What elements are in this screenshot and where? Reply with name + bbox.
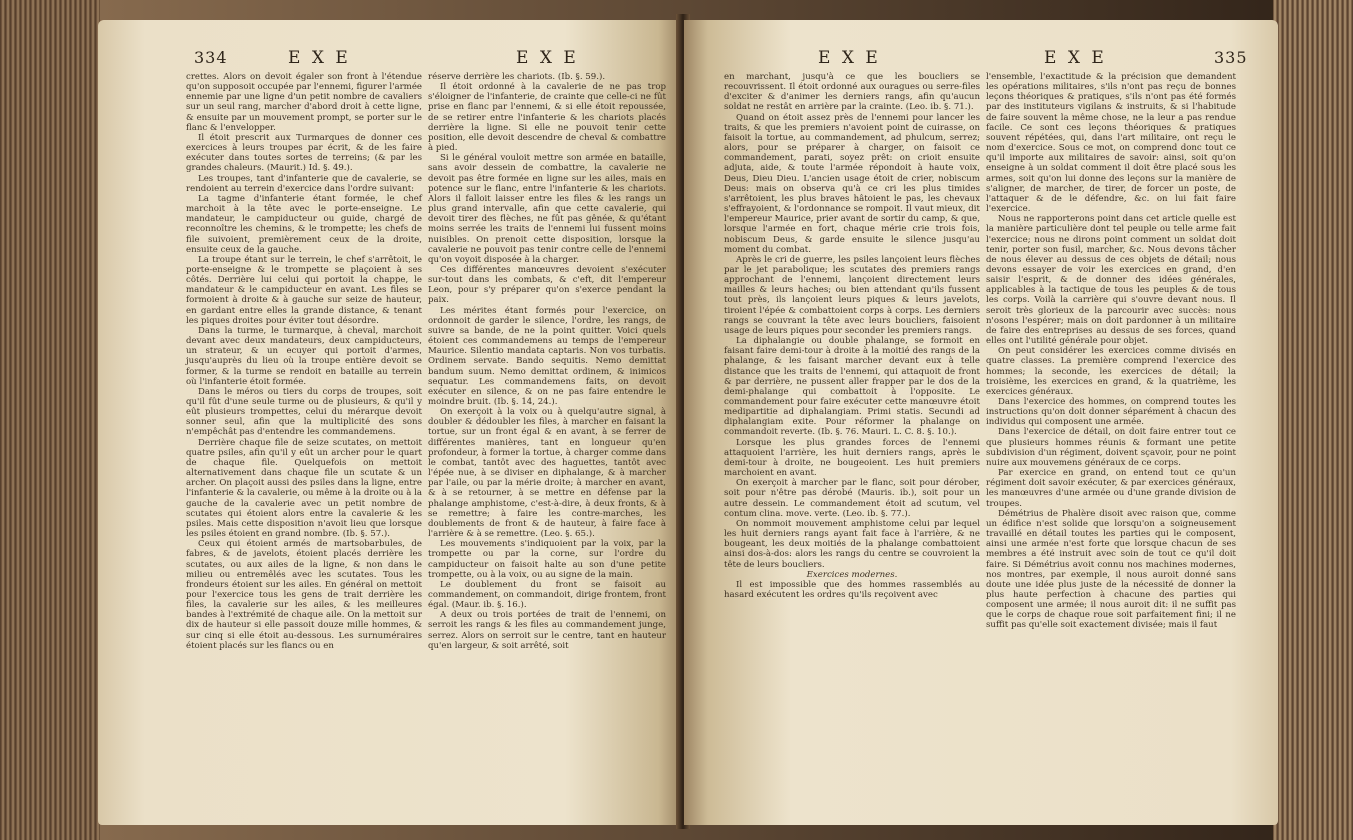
paragraph: Quand on étoit assez près de l'ennemi pour lancer les traits, & que les premiers n'avoient point de cuirasse, on faisoit la tortue, au commandement, ad phulcum, serrez; alors, pour se préparer à charger, on faisoit ce commandement, parati, soyez prêt: on crioit ensuite adjuta, aide, & toute l'armée répondoit à haute voix, Deus, Dieu Dieu. L'ancien usage étoit de crier, nobiscum Deus: mais on observa qu'à ce cri les plus timides s'arrêtoient, les plus braves hâtoient le pas, les chevaux s'effrayoient, & l'ordonnance se rompoit. Il vaut mieux, dit l'empereur Maurice, prier avant de sortir du camp, & que, lorsque l'armée en fort, chaque mérie crie trois fois, nobiscum Deus, & garde ensuite le silence jusqu'au moment du combat. [724,112,980,255]
paragraph: Dans le méros ou tiers du corps de troupes, soit qu'il fût d'une seule turme ou de plusieurs, & qu'il y eût plusieurs trompettes, celui du mérarque devoit sonner seul, afin que la multiplicité des sons n'empêchât pas d'entendre les commandemens. [186,386,422,438]
paragraph: Si le général vouloit mettre son armée en bataille, sans avoir dessein de combattre, la cavalerie ne devoit pas être formée en ligne sur les ailes, mais en potence sur le flanc, entre l'infanterie & les chariots. Alors il falloit laisser entre les files & les rangs un plus grand intervalle, afin que cette cavalerie, qui devoit tirer des flèches, ne fût pas gênée, & qu'étant moins serrée les traits de l'ennemi lui fussent moins nuisibles. On prenoit cette disposition, lorsque la cavalerie ne pouvoit pas tenir contre celle de l'ennemi qu'on voyoit disposée à la charger. [428,153,666,265]
paragraph: On exerçoit à marcher par le flanc, soit pour dérober, soit pour n'être pas dérobé (Mauris. ib.), soit pour un autre dessein. Le commandement étoit ad scutum, vel contum clina. move. verte. (Leo. ib. §. 77.). [724,478,980,519]
paragraph: Derrière chaque file de seize scutates, on mettoit quatre psiles, afin qu'il y eût un archer pour le quart de chaque file. Quelquefois on mettoit alternativement dans chaque file un scutate & un archer. On plaçoit aussi des psiles dans la ligne, entre l'infanterie & la cavalerie, ou même à la droite ou à la gauche de la cavalerie avec un petit nombre de scutates qui étoient alors entre la cavalerie & les psiles. Mais cette disposition n'avoit lieu que lorsque les psiles étoient en grand nombre. (Ib. §. 57.). [186,437,422,540]
right-column-2 [986,72,1236,631]
paragraph: Les mérites étant formés pour l'exercice, on ordonnoit de garder le silence, l'ordre, les rangs, de suivre sa bande, de ne la point quitter. Voici quels étoient ces commandemens au temps de l'empereur Maurice. Silentio mandata captaris. Non vos turbatis. Ordinem servate. Bando sequitis. Nemo demittat bandum suum. Nemo demittat ordinem, & inimicos sequatur. Les commandemens faits, on devoit exécuter en silence, & on ne pas faire entendre le moindre bruit. (Ib. §. 14, 24.). [428,305,666,407]
paragraph: Ceux qui étoient armés de martsobarbules, de fabres, & de javelots, étoient placés derrière les scutates, ou aux ailes de la ligne, & non dans le milieu ou entremêlés avec les scutates. Tous les frondeurs étoient sur les ailes. En général on mettoit pour l'exercice tous les gens de trait derrière les files, la cavalerie sur les ailes, & les meilleures bandes à l'extrémité de chaque aile. On la mettoit sur dix de hauteur si elle passoit douze mille hommes, & sur cinq si elle étoit au-dessous. Les surnuméraires étoient placés sur les flancs ou en [186,539,422,651]
paragraph: Dans la turme, le turmarque, à cheval, marchoit devant avec deux mandateurs, deux campiducteurs, un strateur, & un ecuyer qui portoit d'armes, jusqu'auprès du lieu où la troupe entière devoit se former, & la turme se rendoit en bataille au terrein où l'infanterie étoit formée. [186,325,422,387]
paragraph: Les mouvements s'indiquoient par la voix, par la trompette ou par la corne, sur l'ordre du campiducteur on faisoit halte au son d'une petite trompette, ou à la voix, ou au signe de la main. [428,539,666,580]
paragraph: réserve derrière les chariots. (Ib. §. 59.). [428,72,606,82]
right-page-edges [1273,0,1353,840]
paragraph: Lorsque les plus grandes forces de l'ennemi attaquoient l'arrière, les huit derniers rangs, après le demi-tour à droite, ne bougeoient. Les huit premiers marchoient en avant. [724,437,980,479]
left-page [98,20,682,825]
paragraph: Nous ne rapporterons point dans cet article quelle est la manière particulière dont tel peuple ou telle arme fait l'exercice; nous ne dirons point comment un soldat doit tenir, porter son fusil, marcher, &c. Nous devons tâcher de nous élever au dessus de ces objets de détail; nous devons essayer de voir les exercices en grand, d'en saisir l'esprit, & de donner des idées générales, applicables à la tactique de tous les peuples & de tous les corps. Voilà la carrière qui s'ouvre devant nous. Il seroit très glorieux de la parcourir avec succès: nous n'osons l'espérer; mais on doit pardonner à un militaire de faire des entreprises au dessus de ses forces, quand elles ont l'utilité générale pour objet. [986,214,1236,347]
paragraph: La tagme d'infanterie étant formée, le chef marchoit à la tête avec le porte-enseigne. Le mandateur, le campiducteur ou guide, chargé de reconnoître les chemins, & le trompette; les chefs de file suivoient, premièrement ceux de la droite, ensuite ceux de la gauche. [186,193,422,255]
paragraph: Il étoit ordonné à la cavalerie de ne pas trop s'éloigner de l'infanterie, de crainte que celle-ci ne fût prise en flanc par l'ennemi, & si elle étoit repoussée, de se retirer entre l'infanterie & les chariots placés derrière la ligne. Si elle ne pouvoit tenir cette position, elle devoit descendre de cheval & combattre à pied. [428,82,666,154]
right-running-head-a: E X E [818,48,881,68]
paragraph: On nommoit mouvement amphistome celui par lequel les huit derniers rangs ayant fait face à l'arrière, & ne bougeant, les deux moitiés de la phalange combattoient ainsi dos-à-dos: alors les rangs du centre se couvroient la tête de leurs boucliers. [724,518,980,570]
paragraph: Démétrius de Phalère disoit avec raison que, comme un édifice n'est solide que lorsqu'on a soigneusement travaillé en détail toutes les parties qui le composent, ainsi une armée n'est forte que lorsque chacun de ses membres a été instruit avec soin de tout ce qu'il doit faire. Si Démétrius avoit connu nos machines modernes, nos montres, par exemple, il nous auroit donné sans doute une idée plus juste de la nécessité de donner la plus haute perfection à chacune des parties qui composent une armée; il nous auroit dit: il ne suffit pas que le corps de chaque roue soit parfaitement fini; il ne suffit pas qu'elle soit exactement divisée; mais il faut [986,508,1236,631]
right-page-number: 335 [1214,48,1248,67]
left-page-number: 334 [194,48,228,67]
paragraph: On peut considérer les exercices comme divisés en quatre classes. La première comprend l'exercice des hommes; la seconde, les exercices de détail; la troisième, les exercices en grand, & la quatrième, les exercices généraux. [986,346,1236,397]
right-running-head-b: E X E [1044,48,1107,68]
paragraph: l'ensemble, l'exactitude & la précision que demandent les opérations militaires, s'ils n'ont pas reçu de bonnes leçons théoriques & pratiques, s'ils n'ont pas été formés par des instituteurs vigilans & instruits, & si l'habitude de faire souvent la même chose, ne la leur a pas rendue facile. Ce sont ces leçons théoriques & pratiques souvent répétées, qui, dans l'art militaire, ont reçu le nom d'exercice. Sous ce mot, on comprend donc tout ce qu'il importe aux militaires de savoir: ainsi, soit qu'on enseigne à un soldat comment il doit être placé sous les armes, soit qu'on lui donne des leçons sur la manière de s'aligner, de marcher, de tirer, de forcer un poste, de l'attaquer & de le défendre, &c. on lui fait faire l'exercice. [986,72,1236,215]
paragraph: Par exercice en grand, on entend tout ce qu'un régiment doit savoir exécuter, & par exercices généraux, les manœuvres d'une armée ou d'une grande division de troupes. [986,468,1236,509]
left-running-head-a: E X E [288,48,351,68]
section-title: Exercices modernes. [806,569,898,580]
paragraph: Il est impossible que des hommes rassemblés au hasard exécutent les ordres qu'ils reçoivent avec [724,579,980,600]
left-page-edges [0,0,100,840]
paragraph: Dans l'exercice de détail, on doit faire entrer tout ce que plusieurs hommes réunis & formant une petite subdivision d'un régiment, doivent sçavoir, pour ne point nuire aux mouvemens généraux de ce corps. [986,427,1236,468]
paragraph: A deux ou trois portées de trait de l'ennemi, on serroit les rangs & les files au commandement junge, serrez. Alors on serroit sur le centre, tant en hauteur qu'en largeur, & soit arrêté, soit [428,610,666,651]
paragraph: La diphalangie ou double phalange, se formoit en faisant faire demi-tour à droite à la moitié des rangs de la phalange, & les faisant marcher devant eux à telle distance que les traits de l'ennemi, qui attaquoit de front & par derrière, ne pussent aller frapper par le dos de la demi-phalange qui combattoit à l'opposite. Le commandement pour faire exécuter cette manœuvre étoit medipartitie ad diphalangiam. Primi statis. Secundi ad diphalangiam exite. Pour réformer la phalange on commandoit reverte. (Ib. §. 76. Mauri. L. C. 8. §. 10.). [724,336,980,438]
paragraph: Dans l'exercice des hommes, on comprend toutes les instructions qu'on doit donner séparément à chacun des individus qui composent une armée. [986,397,1236,428]
left-running-head-b: E X E [516,48,579,68]
paragraph: crettes. Alors on devoit égaler son front à l'étendue qu'on supposoit occupée par l'ennemi, figurer l'armée ennemie par une ligne d'un petit nombre de cavaliers sur un seul rang, marcher d'abord droit à cette ligne, & ensuite par un mouvement prompt, se porter sur le flanc & l'envelopper. [186,72,422,133]
right-column-1 [724,72,980,600]
paragraph: La troupe étant sur le terrein, le chef s'arrêtoit, le porte-enseigne & le trompette se plaçoient à ses côtés. Derrière lui celui qui portoit la chappe, le mandateur & le campiducteur en avant. Les files se formoient à droite & à gauche sur seize de hauteur, en gardant entre elles la grande distance, & tenant les piques droites pour éviter tout désordre. [186,254,422,326]
paragraph: Le doublement du front se faisoit au commandement, on commandoit, dirige frontem, front égal. (Maur. ib. §. 16.). [428,579,666,611]
left-column-2 [428,72,666,651]
paragraph: Il étoit prescrit aux Turmarques de donner ces exercices à leurs troupes par écrit, & de les faire exécuter dans toutes sortes de terreins; (& par les grandes chaleurs. (Maurit.) Id. §. 49.). [186,132,422,174]
paragraph: en marchant, jusqu'à ce que les boucliers se recouvrissent. Il étoit ordonné aux ouragues ou serre-files d'exciter & d'animer les derniers rangs, afin qu'aucun soldat ne restât en arrière par la crainte. (Leo. ib. §. 71.). [724,72,980,113]
paragraph: Les troupes, tant d'infanterie que de cavalerie, se rendoient au terrein d'exercice dans l'ordre suivant: [186,173,422,194]
paragraph: Après le cri de guerre, les psiles lançoient leurs flèches par le jet parabolique; les scutates des premiers rangs approchant de l'ennemi, lançoient directement leurs mailles & leurs haches; ou bien attendant qu'ils fussent tout près, ils lançoient leurs piques & leurs javelots, tiroient l'épée & combattoient corps à corps. Les derniers rangs se couvrant la tête avec leurs boucliers, faisoient usage de leurs piques pour seconder les premiers rangs. [724,254,980,336]
right-page [684,20,1278,825]
paragraph: Ces différentes manœuvres devoient s'exécuter sur-tout dans les combats, & c'eft, dit l'empereur Leon, pour s'y préparer qu'on s'exerce pendant la paix. [428,264,666,306]
paragraph: On exerçoit à la voix ou à quelqu'autre signal, à doubler & dédoubler les files, à marcher en faisant la tortue, sur un front égal & en avant, à se ferrer de différentes manières, tant en longueur qu'en profondeur, à former la tortue, à charger comme dans le combat, tantôt avec des haguettes, tantôt avec l'épée nue, à se diviser en diphalange, & à marcher par l'aile, ou par la mérie droite; à marcher en avant, & à se retourner, à se mettre en défense par la phalange amphistome, c'est-à-dire, à deux fronts, & à se remettre; à faire les contre-marches, les doublements de front & de hauteur, à faire face à l'arrière & à se remettre. (Leo. §. 65.). [428,407,666,540]
left-column-1 [186,72,422,651]
